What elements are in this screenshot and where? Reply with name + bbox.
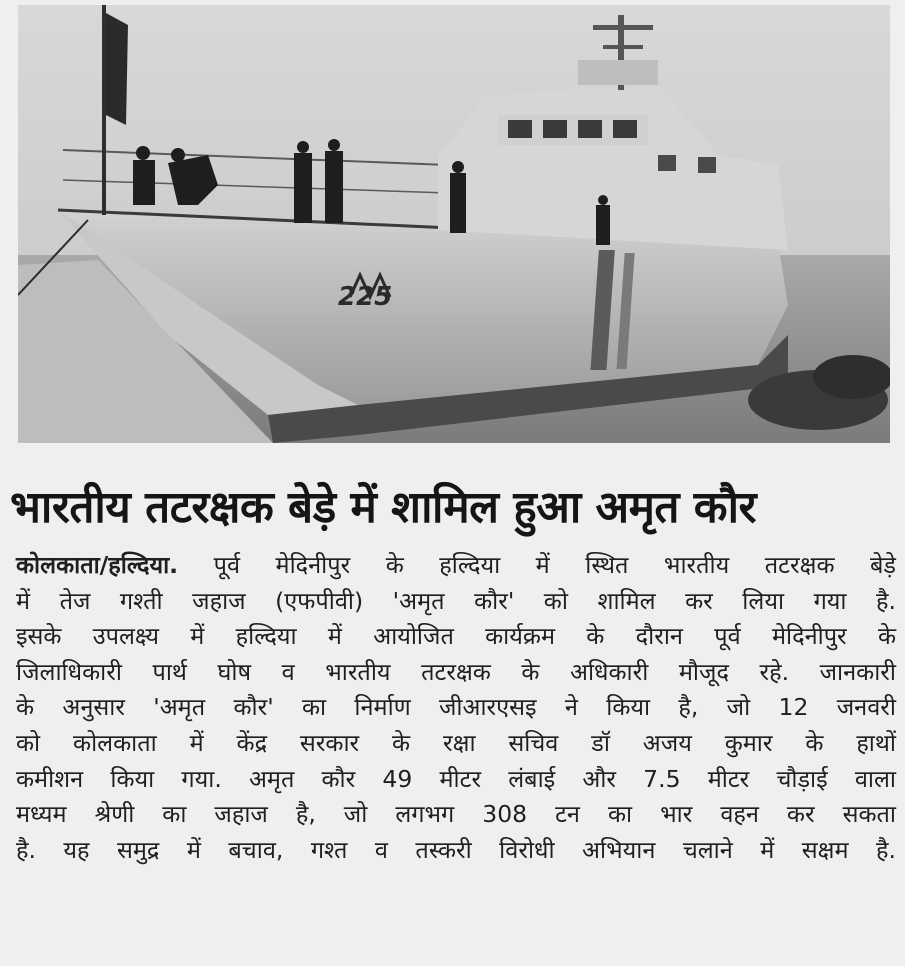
- article-line-8: मध्यम श्रेणी का जहाज है, जो लगभग 308 टन का भार वहन कर सकता: [16, 800, 896, 829]
- headline: भारतीय तटरक्षक बेड़े में शामिल हुआ अमृत कौर: [10, 482, 756, 533]
- ship-photo: [18, 5, 890, 443]
- article-line-3: इसके उपलक्ष्य में हल्दिया में आयोजित कार्यक्रम के दौरान पूर्व मेदिनीपुर के: [16, 622, 896, 651]
- article-line-5: के अनुसार 'अमृत कौर' का निर्माण जीआरएसइ ने किया है, जो 12 जनवरी: [16, 693, 896, 722]
- article-line-6: को कोलकाता में केंद्र सरकार के रक्षा सचिव डॉ अजय कुमार के हाथों: [16, 728, 896, 757]
- article-line-7: कमीशन किया गया. अमृत कौर 49 मीटर लंबाई और 7.5 मीटर चौड़ाई वाला: [16, 764, 896, 793]
- article-line-1-text: पूर्व मेदिनीपुर के हल्दिया में स्थित भारतीय तटरक्षक बेड़े: [178, 551, 896, 579]
- article-line-9: है. यह समुद्र में बचाव, गश्त व तस्करी विरोधी अभियान चलाने में सक्षम है.: [16, 835, 896, 864]
- article-body: [16, 548, 896, 868]
- article-line-2: में तेज गश्ती जहाज (एफपीवी) 'अमृत कौर' को शामिल कर लिया गया है.: [16, 586, 896, 615]
- coast-guard-ship-image: [18, 5, 890, 443]
- hull-number: 225: [338, 282, 393, 312]
- article-line-4: जिलाधिकारी पार्थ घोष व भारतीय तटरक्षक के अधिकारी मौजूद रहे. जानकारी: [16, 657, 896, 686]
- article-line-1: [16, 548, 896, 584]
- dateline: कोलकाता/हल्दिया.: [16, 551, 179, 579]
